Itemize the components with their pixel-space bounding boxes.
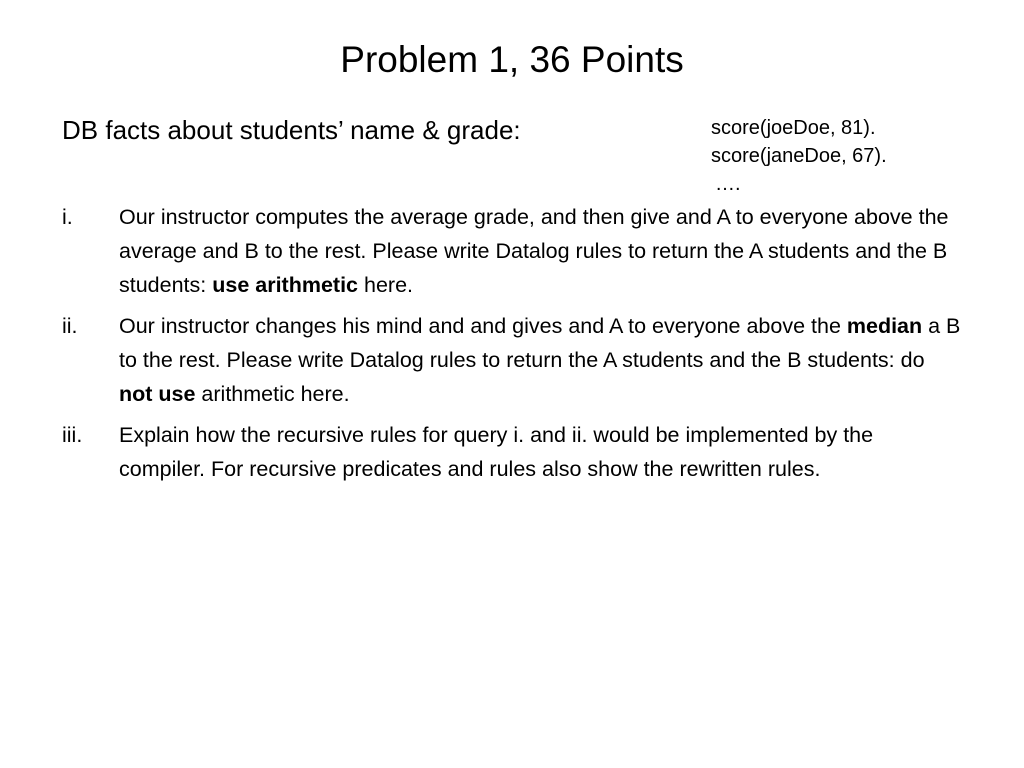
item-marker: iii. [62, 423, 83, 447]
problem-item-list [62, 200, 962, 493]
fact-line: score(joeDoe, 81). [711, 117, 876, 139]
slide-subtitle: DB facts about students’ name & grade: [62, 115, 521, 145]
item-text-segment: a B to the rest. Please write Datalog rules to return the A students and the B students: do [119, 314, 961, 372]
fact-line: score(janeDoe, 67). [711, 145, 887, 167]
item-text [119, 205, 948, 297]
item-text [119, 423, 873, 481]
problem-item [62, 309, 962, 411]
db-facts [711, 114, 887, 198]
item-text-segment: arithmetic here. [195, 382, 350, 406]
problem-item [62, 418, 962, 486]
item-text-emphasis: median [846, 314, 923, 338]
item-text [119, 314, 960, 406]
item-text-segment: here. [358, 273, 413, 297]
item-marker: ii. [62, 314, 78, 338]
problem-item [62, 200, 962, 302]
item-text-emphasis: not use [119, 382, 196, 406]
item-marker: i. [62, 205, 73, 229]
item-text-segment: Our instructor changes his mind and and gives and A to everyone above the [119, 314, 847, 338]
item-text-segment: Our instructor computes the average grade, and then give and A to everyone above the average and B to the rest. Please write Datalog rules to return the A students and the B students: [119, 205, 949, 297]
item-text-segment: Explain how the recursive rules for query i. and ii. would be implemented by the compiler. For recursive predicates and rules also show the rewritten rules. [119, 423, 874, 481]
item-text-emphasis: use arithmetic [212, 273, 359, 297]
fact-ellipsis: …. [715, 173, 741, 195]
slide-title: Problem 1, 36 Points [340, 39, 684, 80]
